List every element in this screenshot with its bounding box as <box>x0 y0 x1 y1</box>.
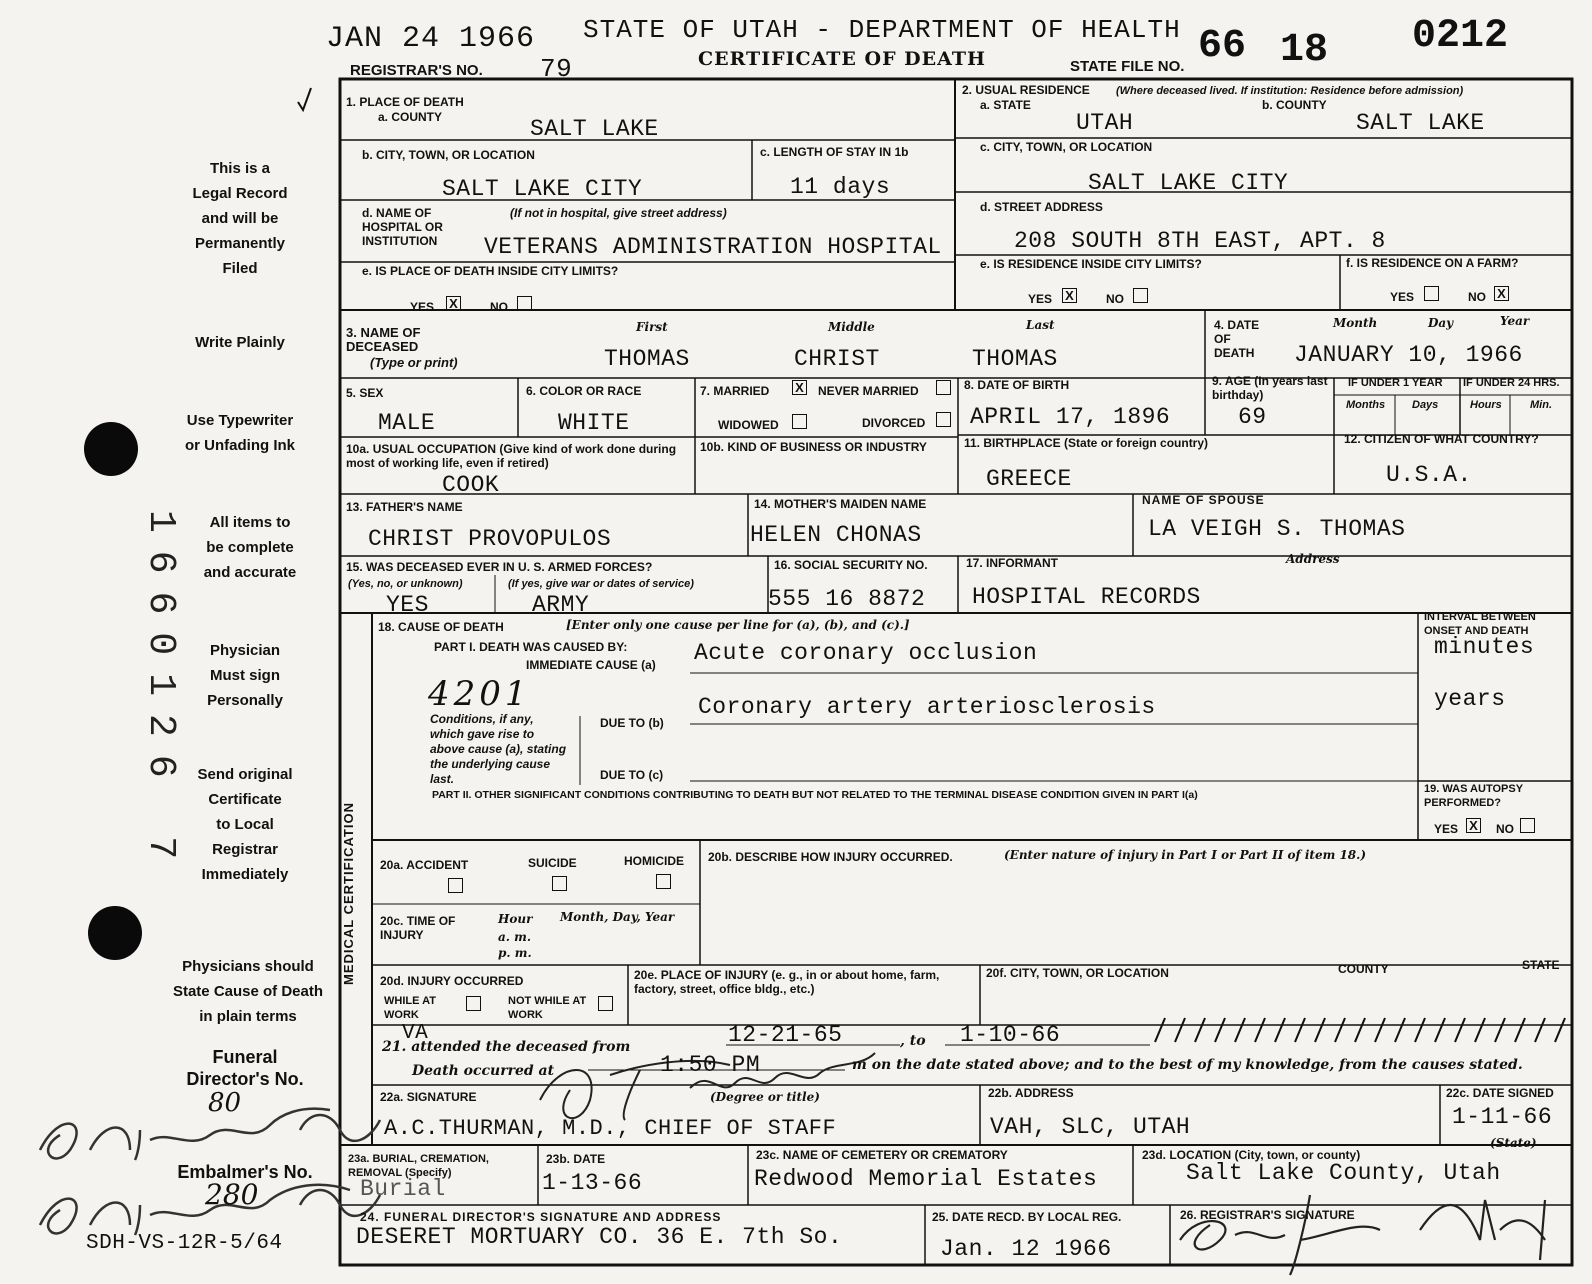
date-of-death-label: 4. DATE OF DEATH <box>1214 318 1260 360</box>
month-day-year-label: Month, Day, Year <box>560 910 675 924</box>
armed-forces: YES <box>386 592 429 618</box>
business-label: 10b. KIND OF BUSINESS OR INDUSTRY <box>700 440 927 454</box>
last-label: Last <box>1026 318 1055 332</box>
state-file-no-year: 66 <box>1198 24 1247 69</box>
death-county: SALT LAKE <box>530 116 659 142</box>
not-while-work-label: NOT WHILE AT WORK <box>508 995 587 1021</box>
injury-how-note: (Enter nature of injury in Part I or Part II of item 18.) <box>1004 848 1367 862</box>
length-of-stay-label: c. LENGTH OF STAY IN 1b <box>760 145 909 159</box>
sidebar-typewriter-note: Use Typewriter or Unfading Ink <box>185 412 295 454</box>
res-street: 208 SOUTH 8TH EAST, APT. 8 <box>1014 228 1386 254</box>
race: WHITE <box>558 410 630 436</box>
suicide-label: SUICIDE <box>528 856 577 870</box>
due-to-c-label: DUE TO (c) <box>600 768 664 782</box>
death-time: 1:50 PM <box>660 1052 761 1078</box>
part2-label: PART II. OTHER SIGNIFICANT CONDITIONS CONTRIBUTING TO DEATH BUT NOT RELATED TO THE TERMINAL DISEASE CONDITION GIVEN IN PART I(a) <box>432 789 1198 801</box>
immediate-cause: Acute coronary occlusion <box>694 640 1038 666</box>
date-received: Jan. 12 1966 <box>940 1236 1112 1262</box>
attended-to: 1-10-66 <box>960 1022 1061 1048</box>
am-label: a. m. <box>498 930 532 944</box>
cemetery-label: 23c. NAME OF CEMETERY OR CREMATORY <box>756 1148 1008 1162</box>
never-married-checkbox[interactable] <box>936 380 951 395</box>
hours-label: Hours <box>1470 399 1502 411</box>
conditions-note: Conditions, if any, which gave rise to above cause (a), stating the underlying cause last. <box>430 712 567 786</box>
race-label: 6. COLOR OR RACE <box>526 384 642 398</box>
attended-to-label: , to <box>900 1033 926 1049</box>
state-file-label: STATE FILE NO. <box>1070 58 1185 75</box>
date-received-stamp: JAN 24 1966 <box>326 22 536 56</box>
sidebar-cause-note: Physicians should State Cause of Death in plain terms <box>172 958 324 1025</box>
mother-name: HELEN CHONAS <box>750 522 922 548</box>
address-label: 22b. ADDRESS <box>988 1086 1074 1100</box>
interval-a: minutes <box>1434 634 1535 660</box>
injury-county-label: COUNTY <box>1338 962 1389 976</box>
hospital-label: d. NAME OF HOSPITAL OR INSTITUTION <box>362 206 443 248</box>
burial-state-label: (State) <box>1490 1136 1537 1150</box>
attended-label: 21. attended the deceased from <box>382 1039 631 1055</box>
informant: HOSPITAL RECORDS <box>972 584 1201 610</box>
hour-label: Hour <box>498 912 533 926</box>
citizen-label: 12. CITIZEN OF WHAT COUNTRY? <box>1344 432 1539 446</box>
informant-label: 17. INFORMANT <box>966 556 1059 570</box>
burial-method: Burial <box>360 1176 446 1202</box>
injury-state-label: STATE <box>1522 958 1560 972</box>
months-label: Months <box>1346 399 1386 411</box>
yes-label: YES <box>410 300 435 314</box>
informant-address-label: Address <box>1286 552 1340 566</box>
min-label: Min. <box>1530 399 1552 411</box>
interval-b: years <box>1434 686 1506 712</box>
deceased-name-label: 3. NAME OF DECEASED <box>346 325 421 354</box>
middle-label: Middle <box>828 320 875 334</box>
spouse-label: NAME OF SPOUSE <box>1142 493 1265 507</box>
homicide-checkbox[interactable] <box>656 874 671 889</box>
res-county: SALT LAKE <box>1356 110 1485 136</box>
sidebar-send-note: Send original Certificate to Local Registrar Immediately <box>197 766 293 883</box>
armed-forces-label: 15. WAS DECEASED EVER IN U. S. ARMED FORCES? <box>346 560 653 574</box>
sidebar-physician-note: Physician Must sign Personally <box>207 642 283 709</box>
autopsy-no-checkbox[interactable] <box>1520 818 1535 833</box>
signature-label: 22a. SIGNATURE <box>380 1090 477 1104</box>
sidebar-funeral-label: Funeral Director's No. <box>186 1047 304 1089</box>
while-at-work-checkbox[interactable] <box>466 996 481 1011</box>
first-name: THOMAS <box>604 346 690 372</box>
funeral-signature-label: 24. FUNERAL DIRECTOR'S SIGNATURE AND ADDRESS <box>360 1210 722 1224</box>
month-label: Month <box>1333 316 1378 330</box>
middle-name: CHRIST <box>794 346 880 372</box>
birthplace: GREECE <box>986 466 1072 492</box>
statement-text: m on the date stated above; and to the best of my knowledge, from the causes stated. <box>852 1057 1523 1073</box>
father-name: CHRIST PROVOPULOS <box>368 526 612 552</box>
armed-note-2: (If yes, give war or dates of service) <box>508 578 694 590</box>
res-inside-limits-label: e. IS RESIDENCE INSIDE CITY LIMITS? <box>980 257 1202 271</box>
registrar-signature-label: 26. REGISTRAR'S SIGNATURE <box>1180 1208 1355 1222</box>
physician-address: VAH, SLC, UTAH <box>990 1114 1191 1140</box>
days-label: Days <box>1412 399 1439 411</box>
res-yes-label: YES <box>1028 292 1053 306</box>
cause-code: 4201 <box>428 674 531 714</box>
farm-no-checkbox[interactable]: X <box>1494 286 1509 301</box>
inside-city-limits-label: e. IS PLACE OF DEATH INSIDE CITY LIMITS? <box>362 264 619 278</box>
state-file-no-district: 18 <box>1280 28 1329 73</box>
never-married-label: NEVER MARRIED <box>818 384 919 398</box>
residence-note: (Where deceased lived. If institution: Residence before admission) <box>1116 85 1464 97</box>
father-label: 13. FATHER'S NAME <box>346 500 463 514</box>
res-state: UTAH <box>1076 110 1134 136</box>
autopsy-no-label: NO <box>1496 822 1514 836</box>
res-inside-yes-checkbox[interactable]: X <box>1062 288 1077 303</box>
injury-how-label: 20b. DESCRIBE HOW INJURY OCCURRED. <box>708 850 953 864</box>
inside-limits-yes-checkbox[interactable]: X <box>446 296 461 311</box>
res-county-label: b. COUNTY <box>1262 98 1327 112</box>
state-file-no-number: 0212 <box>1412 14 1509 59</box>
interval-label: INTERVAL BETWEEN ONSET AND DEATH <box>1424 611 1536 637</box>
widowed-label: WIDOWED <box>718 418 779 432</box>
sidebar-legal-note: This is a Legal Record and will be Permanently Filed <box>192 160 288 277</box>
registrar-label: REGISTRAR'S NO. <box>350 62 483 79</box>
res-street-label: d. STREET ADDRESS <box>980 200 1103 214</box>
res-state-label: a. STATE <box>980 98 1031 112</box>
age-label: 9. AGE (In years last birthday) <box>1212 374 1328 402</box>
day-label: Day <box>1428 316 1454 330</box>
cause-note: [Enter only one cause per line for (a), (b), and (c).] <box>566 618 910 632</box>
res-city: SALT LAKE CITY <box>1088 170 1289 196</box>
burial-date-label: 23b. DATE <box>546 1152 606 1166</box>
suicide-checkbox[interactable] <box>552 876 567 891</box>
injury-occurred-label: 20d. INJURY OCCURRED <box>380 974 524 988</box>
embalmer-no: 280 <box>205 1178 259 1211</box>
city-label: b. CITY, TOWN, OR LOCATION <box>362 148 535 162</box>
residence-label: 2. USUAL RESIDENCE <box>962 83 1090 97</box>
ssn: 555 16 8872 <box>768 586 926 612</box>
burial-method-label: 23a. BURIAL, CREMATION, REMOVAL (Specify) <box>348 1153 489 1179</box>
due-to-b: Coronary artery arteriosclerosis <box>698 694 1156 720</box>
age: 69 <box>1238 404 1267 430</box>
autopsy-label: 19. WAS AUTOPSY PERFORMED? <box>1424 783 1523 809</box>
res-no-label: NO <box>1106 292 1124 306</box>
vertical-serial-number: 1660126 7 <box>139 510 182 878</box>
deceased-name-note: (Type or print) <box>370 355 458 370</box>
no-label: NO <box>490 300 508 314</box>
punch-hole <box>88 906 142 960</box>
degree-label: (Degree or title) <box>710 1090 820 1104</box>
certificate-title: CERTIFICATE OF DEATH <box>698 48 986 70</box>
medical-certification-label: MEDICAL CERTIFICATION <box>341 801 356 985</box>
spouse-name: LA VEIGH S. THOMAS <box>1148 516 1406 542</box>
attended-from: 12-21-65 <box>728 1022 843 1048</box>
married-label: 7. MARRIED <box>700 384 770 398</box>
married-checkbox[interactable]: X <box>792 380 807 395</box>
under-1-year-label: IF UNDER 1 YEAR <box>1348 377 1443 389</box>
county-label: a. COUNTY <box>378 110 443 124</box>
inside-limits-no-checkbox[interactable] <box>517 296 532 311</box>
accident-checkbox[interactable] <box>448 878 463 893</box>
date-recd-label: 25. DATE RECD. BY LOCAL REG. <box>932 1210 1122 1224</box>
while-at-work-label: WHILE AT WORK <box>384 995 436 1021</box>
homicide-label: HOMICIDE <box>624 854 684 868</box>
mother-label: 14. MOTHER'S MAIDEN NAME <box>754 497 927 511</box>
registrar-no: 79 <box>540 54 573 84</box>
year-label: Year <box>1500 314 1530 328</box>
res-inside-no-checkbox[interactable] <box>1133 288 1148 303</box>
autopsy-yes-checkbox[interactable]: X <box>1466 818 1481 833</box>
sidebar-write-plainly: Write Plainly <box>195 334 285 351</box>
state-department-title: STATE OF UTAH - DEPARTMENT OF HEALTH <box>583 15 1181 45</box>
time-of-injury-label: 20c. TIME OF INJURY <box>380 914 456 942</box>
cemetery-name: Redwood Memorial Estates <box>754 1166 1098 1192</box>
pm-label: p. m. <box>498 946 532 960</box>
immediate-cause-label: IMMEDIATE CAUSE (a) <box>526 658 656 672</box>
dob-label: 8. DATE OF BIRTH <box>964 378 1070 392</box>
last-name: THOMAS <box>972 346 1058 372</box>
attended-prefix: VA <box>402 1022 429 1045</box>
punch-hole <box>84 422 138 476</box>
place-of-injury-label: 20e. PLACE OF INJURY (e. g., in or about home, farm, factory, street, office bldg., etc.) <box>634 968 940 996</box>
under-24-hrs-label: IF UNDER 24 HRS. <box>1463 377 1560 389</box>
death-occurred-label: Death occurred at <box>412 1063 555 1079</box>
sidebar-embalmer-label: Embalmer's No. <box>177 1162 313 1182</box>
service: ARMY <box>532 592 590 618</box>
accident-label: 20a. ACCIDENT <box>380 858 469 872</box>
sex: MALE <box>378 410 436 436</box>
date-signed: 1-11-66 <box>1452 1104 1553 1130</box>
ssn-label: 16. SOCIAL SECURITY NO. <box>774 558 928 572</box>
autopsy-yes-label: YES <box>1434 822 1459 836</box>
armed-note-1: (Yes, no, or unknown) <box>348 578 463 590</box>
due-to-b-label: DUE TO (b) <box>600 716 664 730</box>
burial-location: Salt Lake County, Utah <box>1186 1160 1501 1186</box>
date-of-birth: APRIL 17, 1896 <box>970 404 1171 430</box>
city-of-injury-label: 20f. CITY, TOWN, OR LOCATION <box>986 966 1169 980</box>
cause-label: 18. CAUSE OF DEATH <box>378 620 504 634</box>
first-label: First <box>636 320 668 334</box>
farm-no-label: NO <box>1468 290 1486 304</box>
occupation: COOK <box>442 472 500 498</box>
birthplace-label: 11. BIRTHPLACE (State or foreign country) <box>964 436 1209 450</box>
part1-label: PART I. DEATH WAS CAUSED BY: <box>434 640 628 654</box>
farm-yes-label: YES <box>1390 290 1415 304</box>
widowed-checkbox[interactable] <box>792 414 807 429</box>
date-of-death: JANUARY 10, 1966 <box>1294 342 1523 368</box>
farm-yes-checkbox[interactable] <box>1424 286 1439 301</box>
occupation-label: 10a. USUAL OCCUPATION (Give kind of work done during most of working life, even if retired) <box>346 442 677 470</box>
divorced-label: DIVORCED <box>862 416 926 430</box>
place-of-death-label: 1. PLACE OF DEATH <box>346 95 464 109</box>
registrar-signature <box>1180 1195 1545 1275</box>
res-city-label: c. CITY, TOWN, OR LOCATION <box>980 140 1153 154</box>
burial-date: 1-13-66 <box>542 1170 643 1196</box>
divorced-checkbox[interactable] <box>936 412 951 427</box>
citizen: U.S.A. <box>1386 462 1472 488</box>
hospital-note: (If not in hospital, give street address) <box>510 206 727 220</box>
burial-location-label: 23d. LOCATION (City, town, or county) <box>1142 1148 1361 1162</box>
sex-label: 5. SEX <box>346 386 384 400</box>
length-of-stay: 11 days <box>790 174 891 200</box>
not-while-work-checkbox[interactable] <box>598 996 613 1011</box>
farm-label: f. IS RESIDENCE ON A FARM? <box>1346 256 1519 270</box>
form-number: SDH-VS-12R-5/64 <box>86 1232 283 1255</box>
death-city: SALT LAKE CITY <box>442 176 643 202</box>
funeral-home: DESERET MORTUARY CO. 36 E. 7th So. <box>356 1224 843 1250</box>
sidebar-complete-note: All items to be complete and accurate <box>203 514 297 581</box>
date-signed-label: 22c. DATE SIGNED <box>1446 1086 1554 1100</box>
hospital-name: VETERANS ADMINISTRATION HOSPITAL <box>484 234 942 260</box>
signer-name: A.C.THURMAN, M.D., CHIEF OF STAFF <box>384 1116 837 1141</box>
funeral-director-no: 80 <box>208 1088 242 1118</box>
